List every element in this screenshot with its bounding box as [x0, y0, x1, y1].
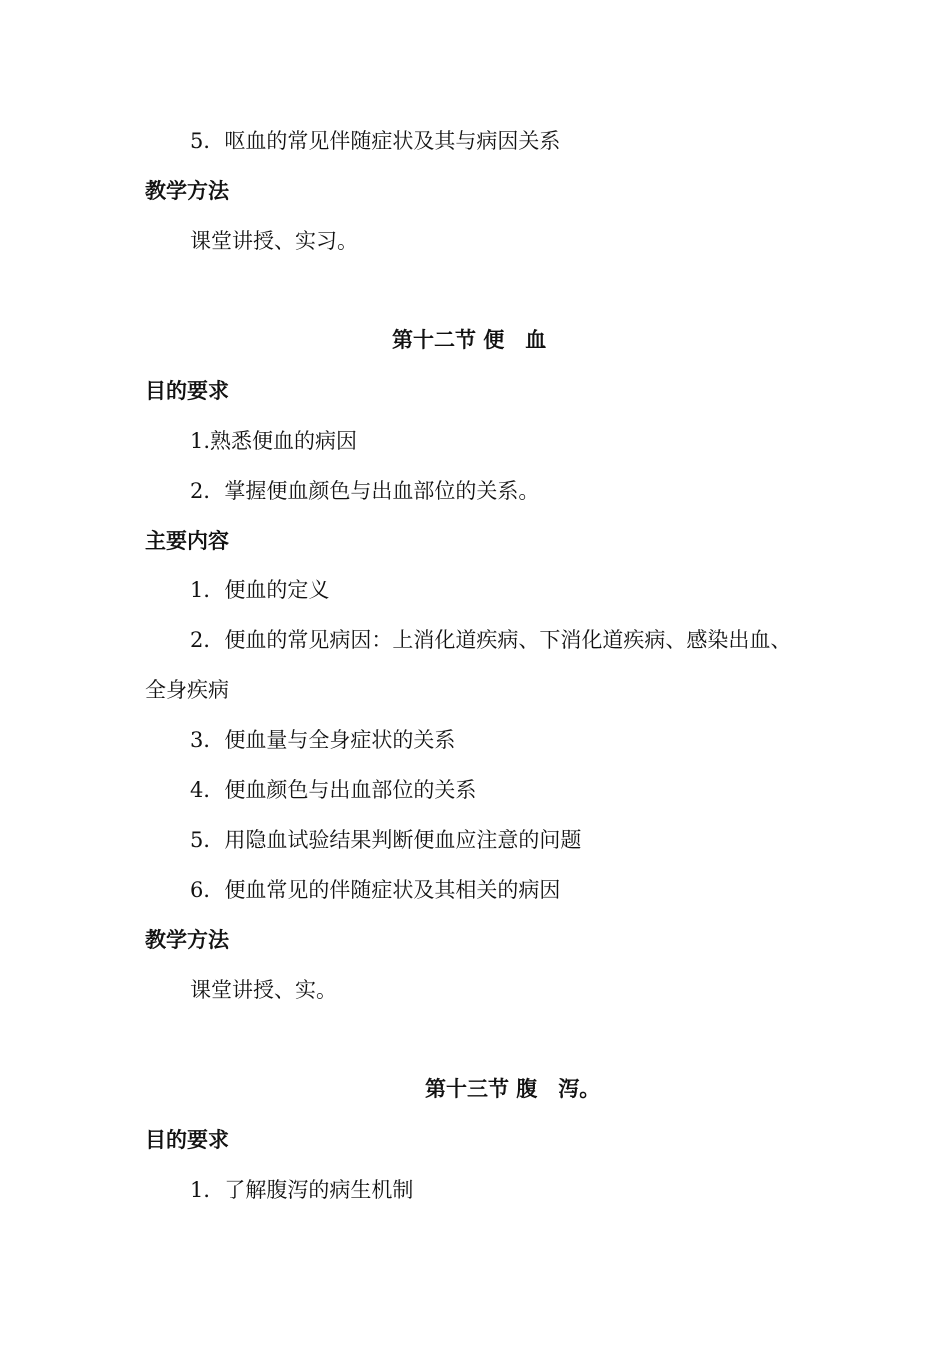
section-12-content-item-1: 1．便血的定义	[190, 578, 330, 602]
section-12-goal-1: 1.熟悉便血的病因	[190, 429, 358, 453]
section-12-content-heading: 主要内容	[145, 529, 229, 553]
section-12-title: 第十二节 便 血	[392, 328, 547, 352]
section-12-content-item-3: 3．便血量与全身症状的关系	[190, 728, 456, 752]
section-12-method-heading: 教学方法	[145, 928, 229, 952]
section-13-title: 第十三节 腹 泻。	[425, 1077, 601, 1101]
prev-method-heading: 教学方法	[145, 179, 229, 203]
section-12-method-text: 课堂讲授、实。	[190, 978, 337, 1002]
section-13-goals-heading: 目的要求	[145, 1128, 229, 1152]
section-13-goal-1: 1．了解腹泻的病生机制	[190, 1178, 414, 1202]
section-12-content-item-2: 2．便血的常见病因：上消化道疾病、下消化道疾病、感染出血、	[190, 628, 792, 652]
prev-content-item-5: 5．呕血的常见伴随症状及其与病因关系	[190, 129, 561, 153]
prev-method-text: 课堂讲授、实习。	[190, 229, 358, 253]
section-12-content-item-4: 4．便血颜色与出血部位的关系	[190, 778, 477, 802]
section-12-goals-heading: 目的要求	[145, 379, 229, 403]
section-12-content-item-5: 5．用隐血试验结果判断便血应注意的问题	[190, 828, 582, 852]
section-12-content-item-2-continued: 全身疾病	[145, 678, 229, 702]
section-12-content-item-6: 6．便血常见的伴随症状及其相关的病因	[190, 878, 561, 902]
section-12-goal-2: 2．掌握便血颜色与出血部位的关系。	[190, 479, 540, 503]
